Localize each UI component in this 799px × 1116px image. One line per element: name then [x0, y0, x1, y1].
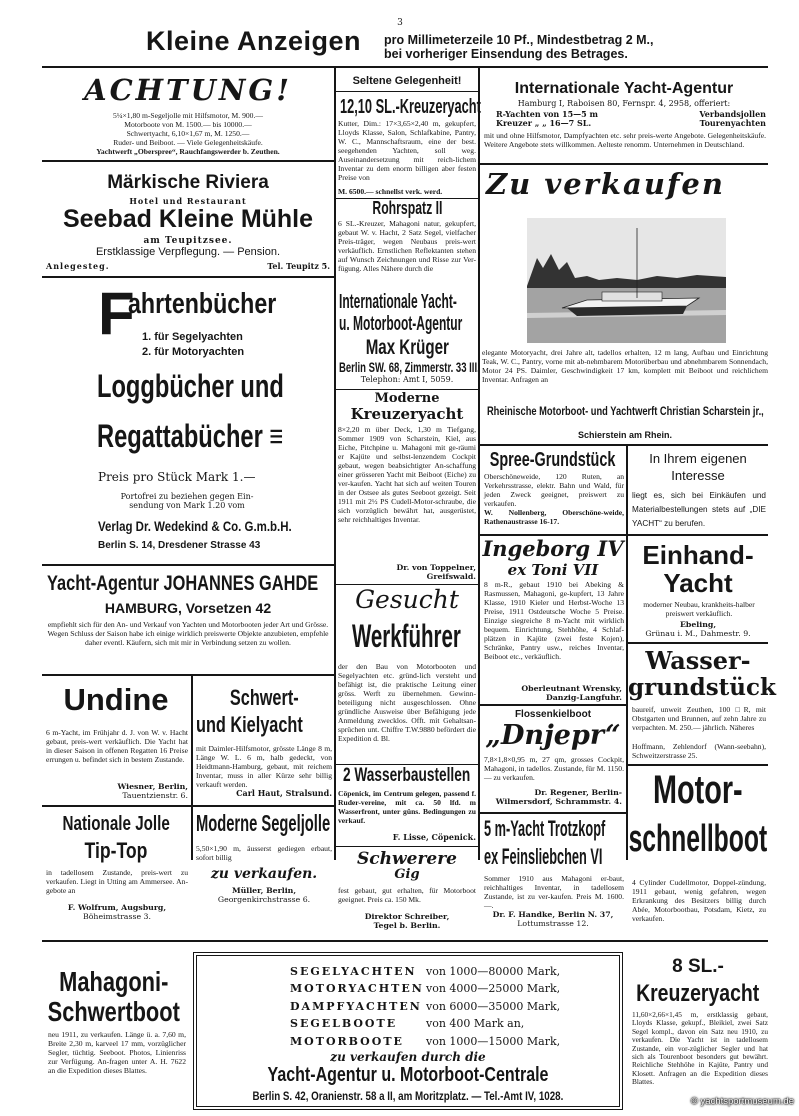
- ad-note-line: sendung von Mark 1.20 vom: [129, 501, 245, 510]
- ad-body: baureif, unweit Zeuthen, 100 □R, mit Obstgarten und Brunnen, auf zehn Jahre zu verpachten. M. 250.— jährlich. Näheres: [632, 705, 766, 732]
- ad-signature: [484, 788, 622, 806]
- ad-sig-line: Oberleutnant Wrensky,: [521, 684, 622, 693]
- ad-line: Schwertyacht, 6,10×1,67 m, M. 1250.—: [126, 129, 250, 138]
- ad-signature: Hoffmann, Zehlendorf (Wann-seebahn), Schweitzerstrasse 25.: [632, 742, 766, 760]
- ad-title: 8 SL.-: [672, 956, 724, 977]
- ad-title: Moderne: [374, 391, 440, 406]
- bottom-rule: [42, 940, 768, 942]
- ad-signature: [46, 782, 188, 800]
- ad-offer-right: [682, 110, 766, 128]
- ad-body: 7,8×1,8×0,95 m, 27 qm, grosses Cockpit, Mahagoni, in tadellos. Zustande, für M. 1150.— zu verkaufen.: [484, 755, 624, 782]
- ad-title: Schwert-: [229, 685, 299, 710]
- ad-sig-line: Danzig-Langfuhr.: [545, 693, 622, 702]
- rule: [480, 704, 626, 706]
- ad-sig-line: F. Wolfrum, Augsburg,: [67, 903, 167, 912]
- ad-title-2: Gig: [394, 867, 420, 882]
- ad-price-type: SEGELBOOTE: [290, 1017, 398, 1031]
- ad-title: Zu verkaufen: [486, 167, 725, 201]
- ad-price: Preis pro Stück Mark 1.—: [98, 470, 256, 484]
- ad-body: empfiehlt sich für den An- und Verkauf von Yachten und Motorbooten jeder Art und Grösse. Wegen Schluss der Saison habe ich einige wirklich preiswerte Objekte anzubieten, empfehle daher eventl. Käufern, sich mit mir in Verbindung setzen zu wollen.: [47, 620, 329, 647]
- ad-price-row: [290, 1015, 560, 1032]
- ad-title: 12,10 SL.-Kreuzeryacht: [340, 96, 481, 118]
- ad-address: Berlin S. 14, Dresdener Strasse 43: [98, 540, 261, 551]
- ad-body: 11,60×2,66×1,45 m, erstklassig gebaut, Lloyds Klasse, gekupf., Bleikiel, zwei Satz Segel kompl., davon ein Satz neu 1910, zu verkaufen. Die Yacht ist in tadellosem Zustande, ein vor-züglicher Segler und hat sich als Tourenboot besonders gut bewährt. Reichliche Stehhöhe in Kajüte, Pantry und Klosett. Anfragen an die Expedition dieses Blattes.: [632, 1010, 768, 1087]
- ad-sig-line: Schierstein am Rhein.: [577, 430, 673, 440]
- ad-price-type: SEGELYACHTEN: [290, 965, 417, 978]
- ad-signature: W. Nollenberg, Oberschöne-weide, Rathenaustrasse 16-17.: [484, 508, 624, 526]
- ad-offer: Verbandsjollen: [699, 109, 766, 119]
- ad-signature: [484, 684, 622, 702]
- ad-sig-line: Ebeling,: [679, 620, 717, 629]
- ad-title-2: Interesse: [671, 468, 725, 483]
- header-rate: [384, 33, 654, 61]
- ad-title-2: Yacht: [663, 568, 733, 598]
- ad-body: 8×2,20 m über Deck, 1,30 m Tiefgang, Sommer 1909 von Scharstein, Kiel, aus Eiche, Pitchpine u. Mahagoni mit ge-räumi er Kajüte und selbst-lenzendem Cockpit gebaut, wegen beabsichtigter An-schaffung einer grösseren Yacht mit Beiboot (Eiche) zu ver-kaufen. Yacht hat sich auf weiten Touren in der Ostsee als gutes Seeboot gezeigt. Seit 1911 mit 2½ PS Cudell-Motor-schraube, die sich vorzüglich bewährt hat, ausgerüstet, sehr reichhaltiges Inventar.: [338, 425, 476, 524]
- ad-title: Yacht-Agentur u. Motorboot-Centrale: [267, 1064, 549, 1086]
- ad-address: Berlin SW. 68, Zimmerstr. 33 III.: [339, 359, 480, 375]
- ad-body: neu 1911, zu verkaufen. Länge ü. a. 7,60 m, Breite 2,30 m, karveel 17 mm, vorzüglicher Segler, tüchtig. Seeboot. Photos, Linienriss zur Verfügung. An-fragen unter A. H. 7622 an die Expedition dieses Blattes.: [48, 1030, 186, 1075]
- ad-title: Wasser-: [645, 646, 751, 675]
- ad-sig-line: Dr. von Toppelner,: [396, 563, 476, 572]
- ad-sig-line: Direktor Schreiber,: [364, 912, 450, 921]
- ad-title: Gesucht: [355, 585, 459, 614]
- ad-sig-line: Tauentzienstr. 6.: [122, 791, 188, 800]
- ad-title: 2 Wasserbaustellen: [342, 765, 471, 786]
- ad-title-3: Regattabücher ≡: [97, 418, 284, 454]
- ad-title: Undine: [63, 682, 169, 717]
- ad-title-2: Tip-Top: [84, 838, 148, 863]
- header-title: Kleine Anzeigen: [146, 26, 362, 56]
- rule: [42, 674, 334, 676]
- ad-title: Märkische Riviera: [107, 172, 269, 193]
- ad-title: Spree-Grundstück: [489, 449, 616, 471]
- rule: [336, 91, 478, 92]
- ad-price-range: von 1000—80000 Mark,: [426, 965, 561, 978]
- ad-price-row: [290, 998, 560, 1015]
- ad-footer-right: Tel. Teupitz 5.: [267, 261, 330, 271]
- ad-price-range: von 1000—15000 Mark,: [426, 1034, 561, 1048]
- ad-body: liegt es, sich bei Einkäufen und Materialbestellungen stets auf „DIE YACHT“ zu berufen.: [632, 491, 766, 528]
- ad-title-2: ex Feinsliebchen VI: [484, 844, 603, 869]
- ad-location: am Teupitzsee.: [143, 236, 233, 246]
- ad-body: Oberschöneweide, 120 Ruten, an Verkehrsstrasse, elektr. Bahn und Wald, für jeden Zweck geeignet, preiswert zu verkaufen.: [484, 472, 624, 508]
- ad-signature: [44, 903, 190, 921]
- ad-name: Max Krüger: [365, 336, 449, 359]
- ad-body: Cöpenick, im Centrum gelegen, passend f. Ruder-vereine, mit ca. 50 lfd. m Wasserfront, unter güns. Bedingungen zu verkauf.: [338, 789, 476, 825]
- rule: [42, 276, 334, 278]
- ad-body: [44, 111, 332, 156]
- ad-sig-line: Grünau i. M., Dahmestr. 9.: [645, 629, 751, 638]
- ad-sig-line: Georgenkirchstrasse 6.: [217, 895, 311, 904]
- yacht-photo: [527, 218, 726, 343]
- ad-body: moderner Neubau, krankheits-halber preiswert verkäuflich.: [643, 600, 755, 618]
- ad-body: 8 m-R., gebaut 1910 bei Abeking & Rasmussen, Mahagoni, ge-kupfert, 13 Jahre Klasse, 1910 Kieler und Herbst-Woche 13 Preise, 1911 Ostdeutsche Woche 5 Preise. Einzige siegreiche 8 m-Yacht mit wirklich bequem. Einrichtung, Stehhöhe, 4 Schlaf-plätzen in Kajüte (zwei feste Kojen), Schränke, Pantry usw., reiches Inventar, Beiboot etc., verkäuflich.: [484, 580, 624, 661]
- ad-signature: [628, 620, 768, 638]
- rule: [626, 534, 768, 536]
- ad-price-range: von 4000—25000 Mark,: [426, 982, 561, 996]
- ad-body: in tadellosem Zustande, preis-wert zu verkaufen. Liegt in Utting am Ammersee. An-gebote an: [46, 868, 188, 895]
- ad-title-2: u. Motorboot-Agentur: [339, 313, 463, 335]
- ad-title-main: Seebad Kleine Mühle: [62, 205, 314, 233]
- rule: [480, 812, 626, 814]
- ad-phone: Telephon: Amt I, 5059.: [360, 375, 454, 384]
- ad-sig-line: Tegel b. Berlin.: [373, 921, 441, 930]
- ad-signature: [480, 910, 626, 928]
- header-rate-line2: bei vorheriger Einsendung des Betrages.: [384, 47, 628, 61]
- ad-sig-line: Dr. F. Handke, Berlin N. 37,: [492, 910, 614, 919]
- ad-body: Kutter, Dim.: 17×3,65×2,40 m, gekupfert, Lloyds Klasse, Salon, Schlafkabine, Pantry, W. C., Mannschaftsraum, eine der best. seegehenden Yachten, soll weg. Auseinandersetzung mit reich-lichem Inventar zu dem enorm billigen aber festen Preise von: [338, 119, 476, 182]
- ad-title-2: ex Toni VII: [507, 561, 599, 579]
- ad-header: Flossenkielboot: [514, 709, 592, 720]
- ad-price-range: von 400 Mark an,: [426, 1017, 525, 1031]
- ad-price-range: von 6000—35000 Mark,: [426, 999, 561, 1013]
- ad-publisher: Verlag Dr. Wedekind & Co. G.m.b.H.: [98, 518, 292, 534]
- ad-title-2: und Kielyacht: [196, 712, 303, 737]
- rule: [42, 805, 191, 807]
- ad-tagline: zu verkaufen durch die: [330, 1050, 486, 1064]
- ad-title: Schwerere: [357, 849, 457, 869]
- header-rule: [42, 66, 768, 68]
- page-number: 3: [397, 18, 403, 28]
- ad-sig-line: Müller, Berlin,: [231, 886, 297, 895]
- ad-line: 5¼×1,80 m-Segeljolle mit Hilfsmotor, M. 900.—: [113, 111, 263, 120]
- ad-price-type: DAMPFYACHTEN: [290, 999, 422, 1013]
- rule: [42, 564, 334, 566]
- ad-title-2: Kreuzeryacht: [636, 980, 760, 1007]
- rule: [336, 846, 478, 847]
- ad-title: Einhand-: [642, 540, 754, 570]
- rule: [626, 764, 768, 766]
- ad-body: fest gebaut, gut erhalten, für Motorboot geeignet. Preis ca. 150 Mk.: [338, 886, 476, 904]
- rule: [42, 160, 334, 162]
- ad-address: Hamburg I, Raboisen 80, Fernspr. 4, 2958, offeriert:: [517, 99, 731, 108]
- ad-body: elegante Motoryacht, drei Jahre alt, tadellos erhalten, 12 m lang, Aufbau und Einrichtung Teak, W. C., Pantry, vorne mit ab-nehmbarem Motorüberbau und abnehmbarem Sonnendach, Motor 24 PS. Daimler, Geschwindigkeit 17 km, komplett mit Beiboot und reichlichem Inventar. Anfragen an: [482, 348, 768, 384]
- ad-body: Sommer 1910 aus Mahagoni er-baut, reichhaltiges Inventar, in tadellosem Zustande, ist zu ver-kaufen. Preis M. 1600.—.: [484, 874, 624, 910]
- ad-body: der den Bau von Motorbooten und Segelyachten etc. gründ-lich versteht und befähigt ist, die praktische Leitung einer gröss. Werft zu übernehmen. Gewinn-beteiligung nicht ausgeschlossen. Ohne gründliche Ausweise über Befähigung jede Anmeldung zwecklos. Offt. mit Gehaltsan-sprüchen unt. Chiffre T.W.9880 befördert die Expedition d. Bl.: [338, 662, 476, 743]
- ad-body: mit und ohne Hilfsmotor, Dampfyachten etc. sehr preis-werte Angebote. Gelegenheitskäufe. Weitere Angebote stets willkommen. Aelteste renomm. Unternehmen in Deutschland.: [484, 131, 766, 149]
- ad-title-2: grundstück: [628, 674, 776, 701]
- rule: [336, 389, 478, 390]
- rule: [480, 163, 768, 165]
- ad-line: Yachtwerft „Oberspree“, Rauchfangswerder b. Zeuthen.: [96, 147, 280, 156]
- rule: [191, 676, 193, 860]
- ad-title: „Dnjepr“: [485, 720, 621, 751]
- ad-title: Nationale Jolle: [62, 813, 170, 835]
- rule: [191, 805, 334, 807]
- ad-signature: [338, 563, 476, 581]
- ad-signature: [194, 886, 334, 904]
- ad-title: ACHTUNG!: [84, 73, 292, 107]
- ad-offer-left: [496, 110, 598, 128]
- ad-title: Ingeborg IV: [482, 536, 624, 561]
- ad-sig-line: Wiesner, Berlin,: [117, 782, 188, 791]
- ad-list-item: 2. für Motoryachten: [142, 346, 245, 358]
- ad-title-2: Kreuzeryacht: [350, 405, 464, 423]
- ad-sig-line: Dr. Regener, Berlin-: [534, 788, 622, 797]
- ad-sig-line: Wilmersdorf, Schrammstr. 4.: [495, 797, 622, 806]
- column-divider-left: [334, 68, 336, 860]
- ad-line: Motorboote von M. 1500.— bis 10000.—: [124, 120, 252, 129]
- ad-subtitle: HAMBURG, Vorsetzen 42: [104, 600, 272, 616]
- ad-title: 5 m-Yacht Trotzkopf: [484, 816, 606, 841]
- ad-price-type: MOTORYACHTEN: [290, 982, 424, 996]
- ad-offer: R-Yachten von 15—5 m: [496, 109, 598, 119]
- ad-price-row: [290, 1033, 560, 1050]
- ad-title: Rohrspatz II: [372, 198, 443, 218]
- ad-address: Berlin S. 42, Oranienstr. 58 a II, am Moritzplatz. — Tel.-Amt IV, 1028.: [252, 1089, 564, 1103]
- ad-title: Yacht-Agentur JOHANNES GAHDE: [47, 572, 319, 595]
- ad-header: Seltene Gelegenheit!: [352, 75, 462, 87]
- ad-sig-line: Lottumstrasse 12.: [517, 919, 589, 928]
- ad-title: In Ihrem eigenen: [649, 451, 747, 466]
- rule: [480, 444, 768, 446]
- ad-offer: Tourenyachten: [699, 118, 766, 128]
- ad-signature: F. Lisse, Cöpenick.: [392, 832, 476, 842]
- ad-offer: Kreuzer „ „ 16—7 SL.: [496, 118, 592, 128]
- ad-tagline: zu verkaufen.: [210, 866, 318, 882]
- ad-body: 6 m-Yacht, im Frühjahr d. J. von W. v. Hacht gebaut, preis-wert verkäuflich. Die Yacht hat in dieser Saison in offenen Regatten 16 Preise errungen u. befindet sich in bestem Zustande.: [46, 728, 188, 764]
- ad-line: Ruder- und Beiboot. — Viele Gelegenheitskäufe.: [113, 138, 263, 147]
- ad-signature: Carl Haut, Stralsund.: [236, 788, 332, 798]
- ad-title-2: Schwertboot: [47, 996, 180, 1027]
- ad-note: [98, 492, 276, 510]
- ad-body: 6 SL.-Kreuzer, Mahagoni natur, gekupfert, gebaut W. v. Hacht, 2 Satz Segel, vielfacher Preis-träger, wegen Neubaus preis-wert verkäuflich. Ernstlichen Reflektanten stehen auf Wunsch Zeichnungen und Risse zur Ver-fügung. Alles Nähere durch die: [338, 219, 476, 273]
- ad-note-line: Portofrei zu beziehen gegen Ein-: [120, 492, 254, 501]
- ad-sig-line: Rheinische Motorboot- und Yachtwerft Christian Scharstein jr.,: [486, 404, 764, 418]
- header-rate-line1: pro Millimeterzeile 10 Pf., Mindestbetrag 2 M.,: [384, 33, 654, 47]
- ad-title: Moderne Segeljolle: [196, 810, 331, 836]
- ad-body: mit Daimler-Hilfsmotor, grösste Länge 8 m, Länge W. L. 6 m, halb gedeckt, von Heidtmann-Hamburg, gebaut, mit reichem Inventar, muss in aller Kürze sehr billig verkauft werden.: [196, 744, 332, 789]
- ad-body: 5,50×1,90 m, äusserst gediegen erbaut, sofort billig: [196, 844, 332, 862]
- ad-price-row: [290, 980, 560, 997]
- ad-sig-line: Greifswald.: [426, 572, 476, 581]
- ad-title: Internationale Yacht-: [339, 291, 457, 313]
- ad-footer-left: Anlegesteg.: [46, 261, 110, 271]
- ad-price-list: [290, 963, 560, 1050]
- ad-title: Mahagoni-: [59, 966, 169, 997]
- ad-list-item: 1. für Segelyachten: [142, 331, 243, 343]
- watermark: © yachtsportmuseum.de: [690, 1096, 794, 1107]
- rule: [626, 642, 768, 644]
- ad-title-2: Loggbücher und: [97, 368, 284, 404]
- ad-signature: [336, 912, 478, 930]
- ad-title-2: Werkführer: [351, 618, 461, 654]
- ad-body: 4 Cylinder Cudellmotor, Doppel-zündung, 1911 gebaut, wenig gefahren, wegen Erkrankung des Besitzers billig durch Abée, Motorbootbau, Potsdam, Kietz, zu verkaufen.: [632, 878, 766, 923]
- ad-sig-line: Böheimstrasse 3.: [83, 912, 151, 921]
- ad-title: Internationale Yacht-Agentur: [514, 80, 734, 97]
- ad-price-row: [290, 963, 560, 980]
- ad-tagline: Erstklassige Verpflegung. — Pension.: [95, 246, 281, 258]
- ad-title-2: schnellboot: [628, 818, 768, 860]
- ad-price: M. 6500.— schnellst verk. werd.: [338, 187, 443, 196]
- ad-initial: F: [98, 280, 135, 347]
- ad-subtitle: Hotel und Restaurant: [129, 196, 247, 206]
- ad-title: Motor-: [653, 768, 743, 812]
- ad-price-type: MOTORBOOTE: [290, 1034, 404, 1048]
- ad-title: ahrtenbücher: [128, 288, 277, 320]
- ad-list: [142, 330, 244, 360]
